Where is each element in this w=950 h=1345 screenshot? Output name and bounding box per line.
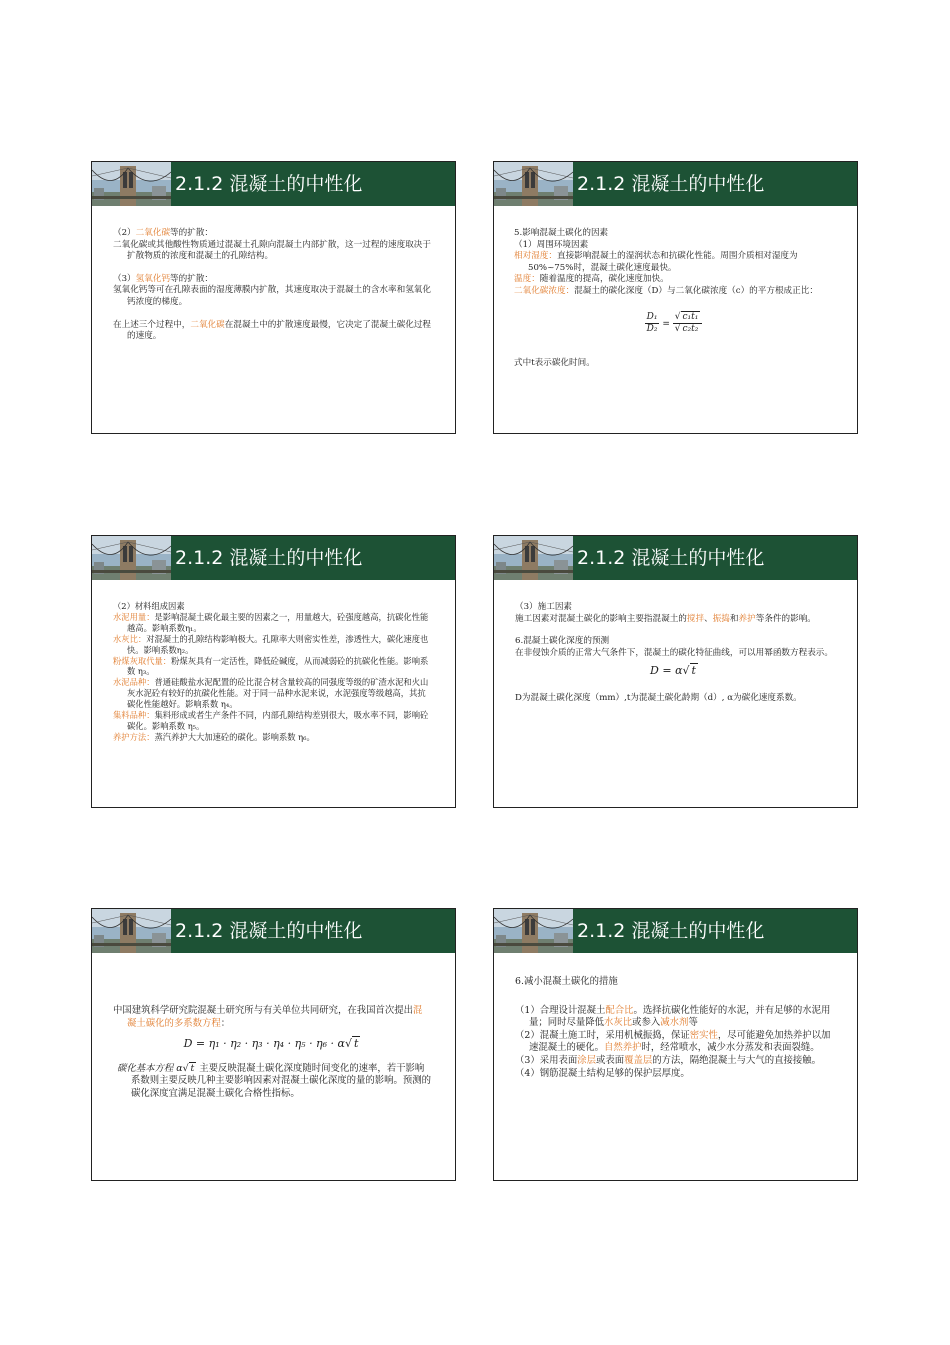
radicand: c₁t₁ bbox=[682, 311, 699, 322]
highlight-text: 粉煤灰取代量： bbox=[113, 655, 172, 666]
section-heading: 6.减小混凝土碳化的措施 bbox=[515, 976, 618, 987]
fraction-numerator: D₁ bbox=[645, 312, 660, 325]
highlight-text: 养护 bbox=[738, 613, 756, 624]
slide-body bbox=[113, 601, 431, 743]
slide-4 bbox=[493, 535, 858, 808]
sub-heading: （1）周围环境因素 bbox=[514, 239, 589, 250]
text: 粉煤灰具有一定活性，降低砼碱度，从而减弱砼的抗碳化性能。影响系数 η₃。 bbox=[127, 655, 429, 677]
section-heading: 5.影响混凝土碳化的因素 bbox=[514, 228, 609, 238]
radicand: c₂t₂ bbox=[682, 324, 699, 335]
paragraph bbox=[113, 677, 431, 710]
text: ，尽可能避免加热养护以加速混凝土的硬化。 bbox=[529, 1029, 831, 1054]
text: （2）混凝土施工时，采用机械振捣，保证 bbox=[515, 1029, 690, 1041]
formula bbox=[514, 312, 833, 336]
section-heading: 6.混凝土碳化深度的预测 bbox=[515, 636, 610, 647]
list-item bbox=[515, 1005, 833, 1030]
slide-body bbox=[113, 1005, 431, 1101]
paragraph bbox=[113, 656, 431, 678]
text: 施工因素对混凝土碳化的影响主要指混凝土的 bbox=[515, 613, 687, 624]
radicand: t bbox=[190, 1062, 195, 1074]
formula-fraction bbox=[673, 312, 703, 336]
text: 中国建筑科学研究院混凝土研究所与有关单位共同研究，在我国首次提出 bbox=[113, 1005, 414, 1016]
highlight-text: 混凝土碳化的多系数方程 bbox=[127, 1005, 423, 1029]
highlight-text: 水泥品种： bbox=[113, 677, 155, 688]
highlight-text: 相对湿度： bbox=[514, 251, 557, 262]
paragraph: 在非侵蚀介质的正常大气条件下，混凝土的碳化特征曲线，可以用幂函数方程表示。 bbox=[515, 647, 833, 658]
slide-1 bbox=[91, 161, 456, 434]
paragraph: 氢氧化钙等可在孔隙表面的湿度薄膜内扩散，其速度取决于混凝土的含水率和氢氧化钙浓度的梯度。 bbox=[113, 285, 431, 307]
text: 对混凝土的孔隙结构影响极大。孔隙率大则密实性差，渗透性大，碳化速度也快。影响系数η₂。 bbox=[127, 633, 429, 655]
text: （3）采用表面 bbox=[515, 1054, 578, 1066]
slide-body bbox=[515, 602, 833, 705]
sub-heading: （3）施工因素 bbox=[515, 602, 573, 612]
paragraph bbox=[113, 1005, 431, 1030]
slide-header bbox=[92, 536, 455, 580]
text: 和 bbox=[729, 613, 739, 624]
text: 时，经常喷水，减少水分蒸发和表面裂缝。 bbox=[641, 1042, 820, 1054]
formula-text: D = η₁ · η₂ · η₃ · η₄ · η₅ · η₆ · α bbox=[183, 1037, 345, 1051]
paragraph bbox=[113, 274, 431, 286]
paragraph bbox=[113, 634, 431, 656]
text: 的方法，隔绝混凝土与大气的直接接触。 bbox=[652, 1054, 822, 1066]
paragraph: 碳化基本方程 α√ t 主要反映混凝土碳化深度随时间变化的速率，若干影响系数则主要反映几种主要影响因素对混凝土碳化深度的量的影响。预测的碳化深度宜满足混凝土碳化合格性指标。 bbox=[117, 1062, 432, 1099]
slide-2 bbox=[493, 161, 858, 434]
text: 蒸汽养护大大加速砼的碳化。影响系数 η₆。 bbox=[154, 731, 315, 742]
slide-body bbox=[515, 976, 833, 1080]
text: 混凝土的碳化深度（D）与二氧化碳浓度（c）的平方根成正比： bbox=[574, 285, 818, 296]
highlight-text: 自然养护 bbox=[604, 1042, 642, 1054]
bridge-photo-icon bbox=[494, 162, 573, 206]
paragraph bbox=[514, 286, 833, 298]
paragraph bbox=[113, 228, 431, 240]
bridge-photo-icon bbox=[494, 536, 573, 580]
highlight-text: 集料品种： bbox=[113, 710, 155, 721]
bridge-photo-icon bbox=[92, 162, 171, 206]
text: （3） bbox=[113, 273, 136, 284]
slide-title: 2.1.2 混凝土的中性化 bbox=[175, 547, 363, 569]
bridge-photo-icon bbox=[92, 536, 171, 580]
highlight-text: 减水剂 bbox=[660, 1017, 689, 1029]
highlight-text: 二氧化碳 bbox=[135, 228, 171, 238]
paragraph bbox=[514, 274, 833, 286]
formula-fraction bbox=[645, 312, 660, 336]
slide-header bbox=[494, 909, 857, 953]
formula-text: D = α bbox=[650, 664, 683, 678]
paragraph bbox=[113, 612, 431, 634]
slide-header bbox=[92, 162, 455, 206]
highlight-text: 配合比 bbox=[605, 1004, 634, 1016]
list-item bbox=[515, 1030, 833, 1055]
slide-title: 2.1.2 混凝土的中性化 bbox=[577, 920, 765, 942]
highlight-text: 二氧化碳浓度： bbox=[514, 285, 575, 296]
fraction-denominator: D₂ bbox=[646, 324, 658, 335]
slide-title: 2.1.2 混凝土的中性化 bbox=[175, 173, 363, 195]
equals-sign: = bbox=[662, 319, 670, 330]
paragraph bbox=[113, 710, 431, 732]
text: 直接影响混凝土的湿润状态和抗碳化性能。周围介质相对湿度为50%~75%时，混凝土碳化速度最快。 bbox=[528, 251, 798, 273]
sub-heading: （2）材料组成因素 bbox=[113, 601, 185, 611]
text: （1）合理设计混凝土 bbox=[515, 1004, 606, 1016]
text: 普通硅酸盐水泥配置的砼比混合材含量较高的同强度等级的矿渣水泥和火山灰水泥砼有较好的抗碳化性能。对于同一品种水泥来说，水泥强度等级越高，其抗碳化性能越好。影响系数 η₄。 bbox=[127, 677, 429, 710]
slide-6 bbox=[493, 908, 858, 1181]
bridge-photo-icon bbox=[494, 909, 573, 953]
highlight-text: 密实性 bbox=[689, 1029, 718, 1041]
highlight-text: 养护方法： bbox=[113, 731, 155, 742]
slide-3 bbox=[91, 535, 456, 808]
paragraph bbox=[514, 251, 833, 274]
highlight-text: 搅拌 bbox=[686, 613, 705, 624]
highlight-text: 氢氧化钙 bbox=[135, 273, 171, 284]
note: D为混凝土碳化深度（mm）,t为混凝土碳化龄期（d）, α为碳化速度系数。 bbox=[515, 692, 802, 703]
formula-text: 碳化基本方程 α bbox=[117, 1062, 183, 1074]
paragraph: 二氧化碳或其他酸性物质通过混凝土孔隙向混凝土内部扩散，这一过程的速度取决于扩散物质的浓度和混凝土的孔隙结构。 bbox=[113, 239, 431, 262]
radicand: t bbox=[354, 1037, 359, 1051]
radicand: t bbox=[691, 664, 696, 678]
text: 或参入 bbox=[632, 1017, 661, 1029]
text: 、 bbox=[704, 613, 713, 624]
text: 或表面 bbox=[595, 1054, 625, 1066]
text: 在混凝土中的扩散速度最慢，它决定了混凝土碳化过程的速度。 bbox=[127, 319, 432, 342]
highlight-text: 水灰比： bbox=[113, 633, 147, 644]
text: 集料形成或者生产条件不同，内部孔隙结构差别很大，吸水率不同，影响砼碳化。影响系数 η₅。 bbox=[127, 710, 429, 731]
text: 等的扩散： bbox=[170, 273, 214, 284]
slide-title: 2.1.2 混凝土的中性化 bbox=[577, 173, 765, 195]
fraction-numerator: √ c₁t₁ bbox=[673, 312, 703, 325]
paragraph bbox=[515, 614, 833, 626]
fraction-denominator: √ c₂t₂ bbox=[674, 324, 699, 335]
highlight-text: 二氧化碳 bbox=[190, 319, 225, 330]
highlight-text: 温度： bbox=[514, 274, 540, 285]
highlight-text: 覆盖层 bbox=[624, 1054, 653, 1066]
highlight-text: 水灰比 bbox=[604, 1017, 633, 1029]
note: 式中t表示碳化时间。 bbox=[514, 357, 595, 368]
text: 在上述三个过程中， bbox=[113, 319, 191, 330]
text: （2） bbox=[113, 228, 136, 238]
formula: D = η₁ · η₂ · η₃ · η₄ · η₅ · η₆ · α√ t bbox=[183, 1037, 359, 1051]
bridge-photo-icon bbox=[92, 909, 171, 953]
slide-header bbox=[494, 162, 857, 206]
paragraph bbox=[113, 320, 431, 343]
formula: D = α√ t bbox=[650, 664, 696, 678]
slide-title: 2.1.2 混凝土的中性化 bbox=[175, 920, 363, 942]
slide-5 bbox=[91, 908, 456, 1181]
text: 随着温度的提高，碳化速度加快。 bbox=[539, 274, 669, 285]
list-item bbox=[515, 1055, 833, 1068]
text: 等的扩散： bbox=[170, 228, 214, 238]
list-item: （4）钢筋混凝土结构足够的保护层厚度。 bbox=[515, 1067, 690, 1079]
slide-header bbox=[92, 909, 455, 953]
text: 等条件的影响。 bbox=[755, 613, 816, 624]
text: 。选择抗碳化性能好的水泥，并有足够的水泥用量；同时尽量降低 bbox=[529, 1004, 831, 1029]
slide-header bbox=[494, 536, 857, 580]
highlight-text: 振捣 bbox=[712, 613, 730, 624]
text: 是影响混凝土碳化最主要的因素之一，用量越大，砼强度越高，抗碳化性能越高。影响系数η₁。 bbox=[127, 611, 429, 633]
paragraph bbox=[113, 732, 431, 743]
slide-title: 2.1.2 混凝土的中性化 bbox=[577, 547, 765, 569]
text: 等 bbox=[688, 1017, 698, 1029]
text: 主要反映混凝土碳化深度随时间变化的速率，若干影响系数则主要反映几种主要影响因素对混凝土碳化深度的量的影响。预测的碳化深度宜满足混凝土碳化合格性指标。 bbox=[131, 1062, 432, 1099]
highlight-text: 涂层 bbox=[577, 1054, 596, 1066]
highlight-text: 水泥用量： bbox=[113, 611, 155, 622]
slide-body bbox=[113, 228, 431, 343]
slide-body bbox=[514, 228, 833, 369]
text: ： bbox=[220, 1017, 231, 1029]
